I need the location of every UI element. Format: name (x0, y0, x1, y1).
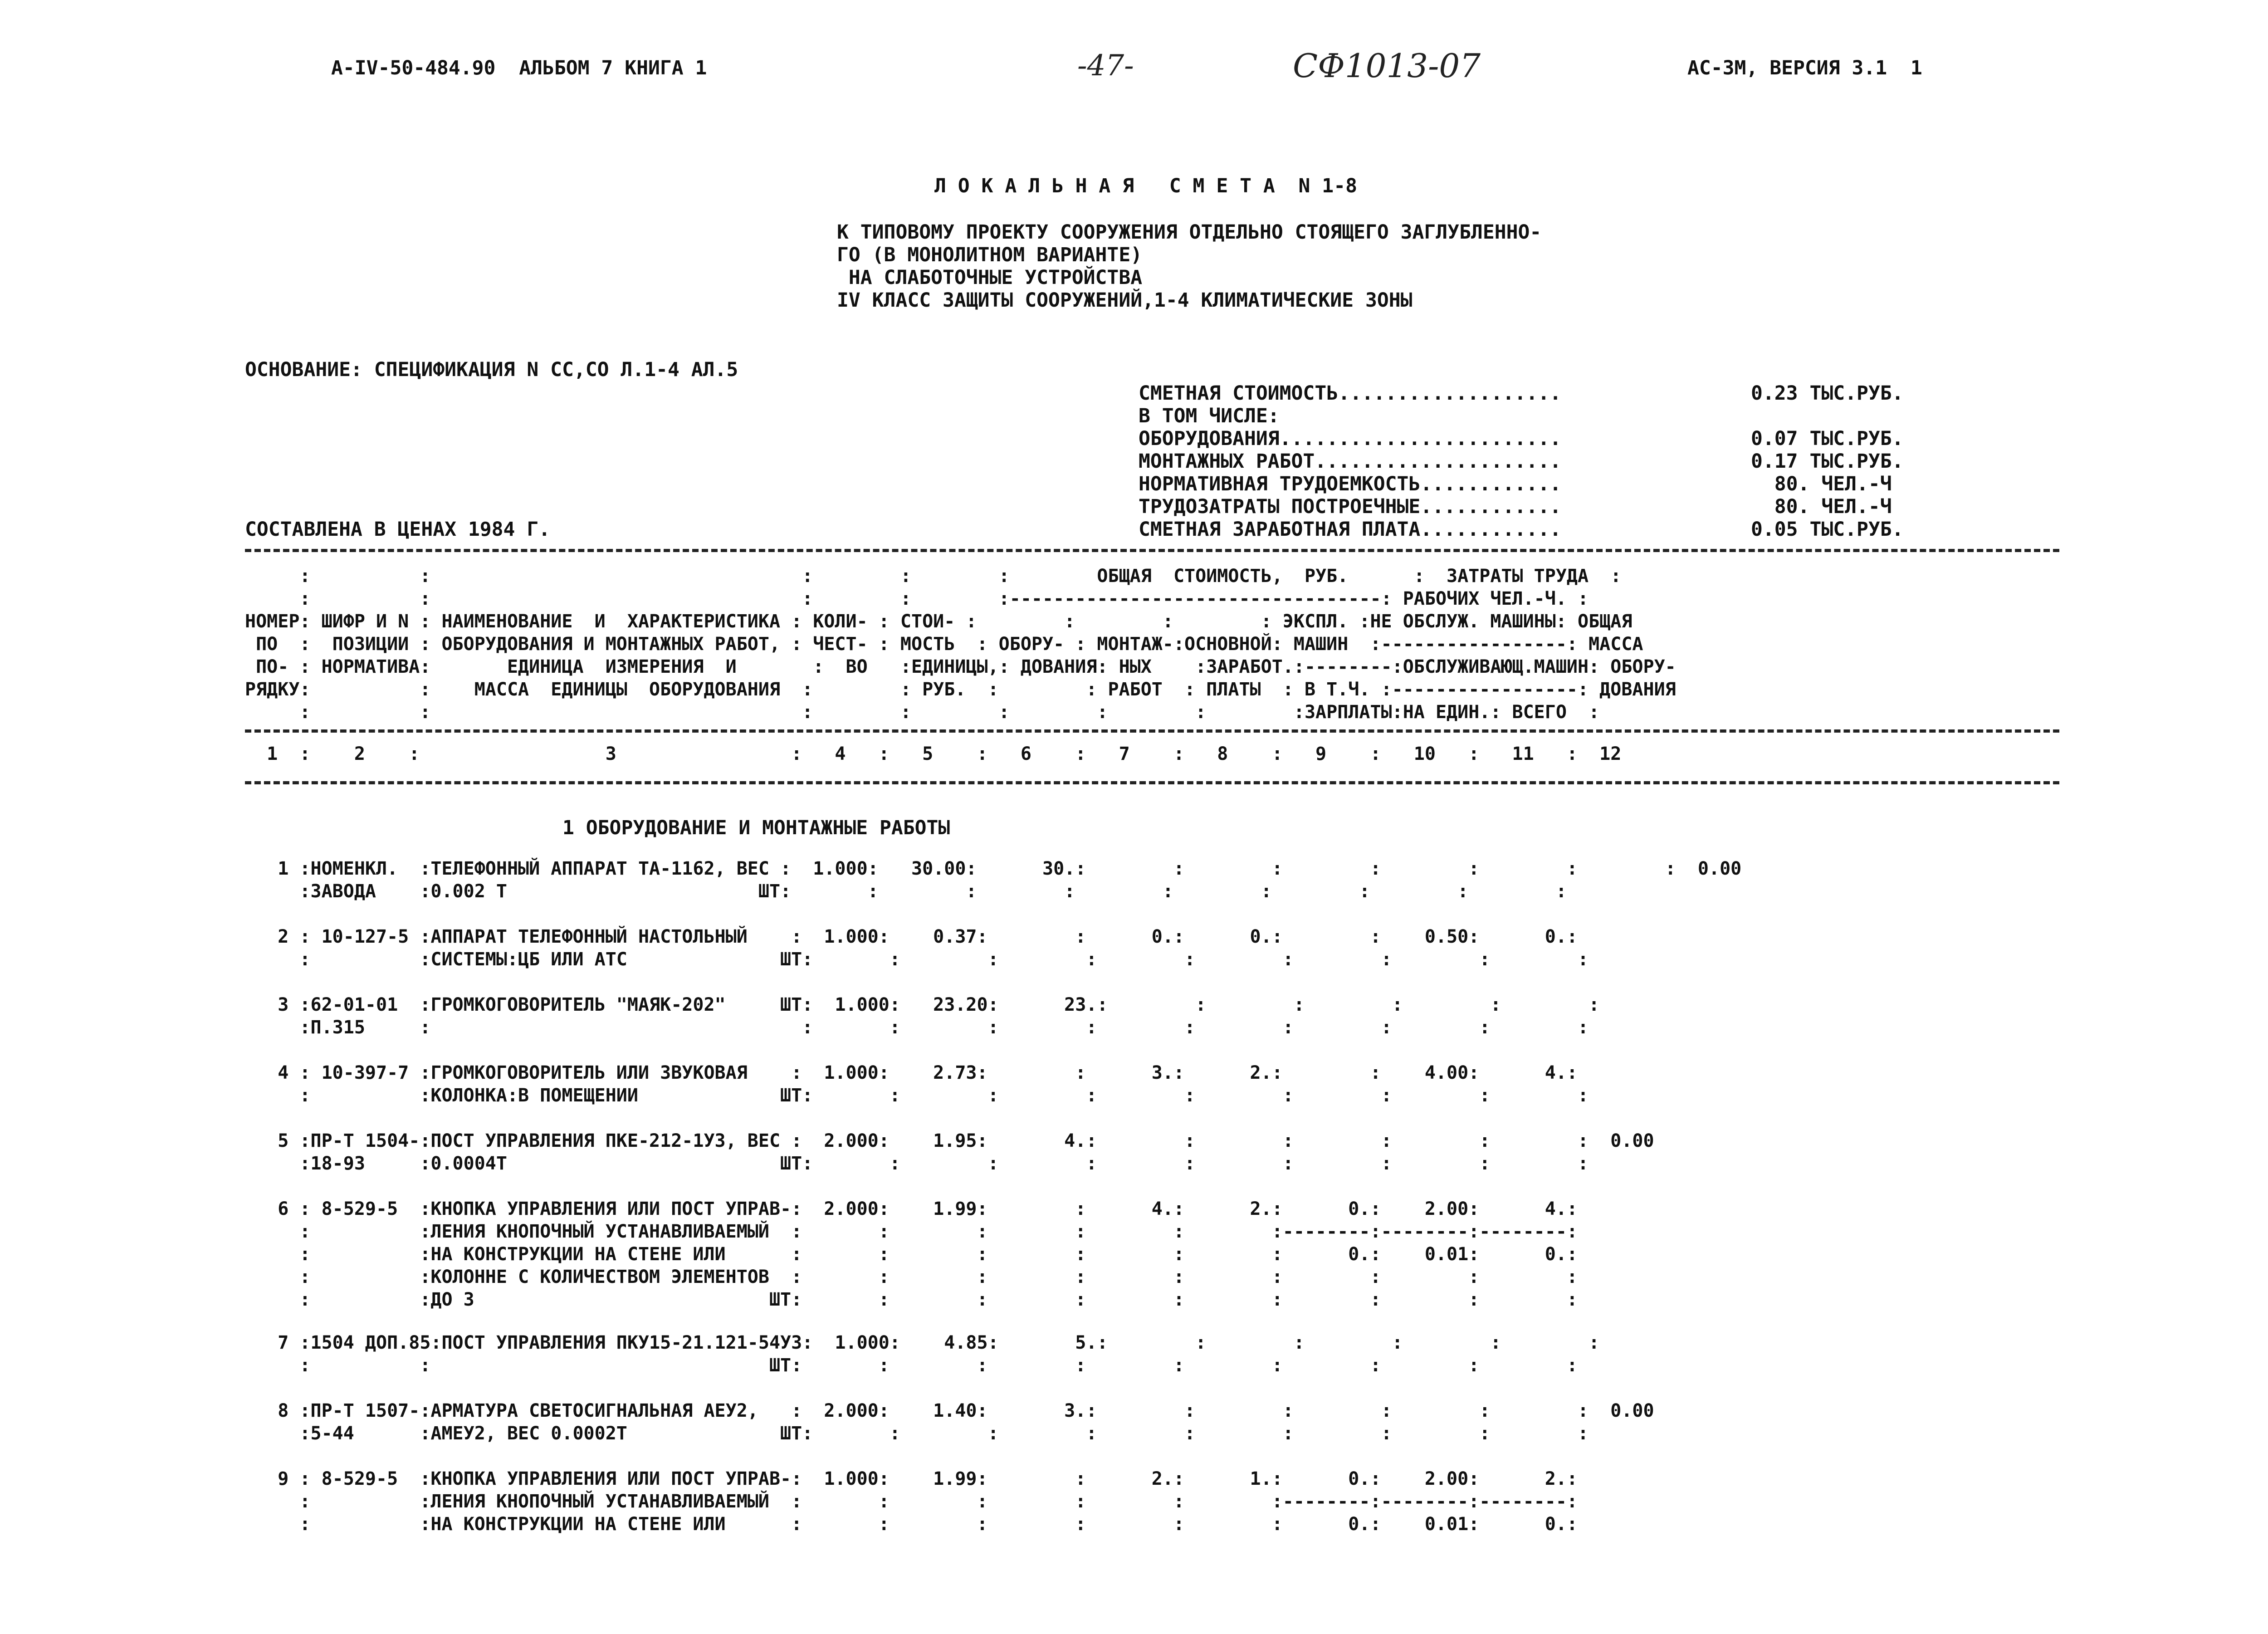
summary-label: НОРМАТИВНАЯ ТРУДОЕМКОСТЬ............ (1139, 473, 1561, 495)
summary-label: СМЕТНАЯ ЗАРАБОТНАЯ ПЛАТА............ (1139, 518, 1561, 541)
summary-value: 0.05 ТЫС.РУБ. (1751, 518, 1904, 541)
header-album: А-IV-50-484.90 АЛЬБОМ 7 КНИГА 1 (331, 57, 707, 79)
title-line-4: IV КЛАСС ЗАЩИТЫ СООРУЖЕНИЙ,1-4 КЛИМАТИЧЕСКИЕ ЗОНЫ (837, 289, 1413, 312)
section-title: 1 ОБОРУДОВАНИЕ И МОНТАЖНЫЕ РАБОТЫ (562, 817, 950, 839)
table-row-line: : :НА КОНСТРУКЦИИ НА СТЕНЕ ИЛИ : : : : : : 0.: 0.01: 0.: (245, 1514, 1578, 1535)
header-version: АС-3М, ВЕРСИЯ 3.1 1 (1687, 57, 1922, 79)
header-line: НОМЕР: ШИФР И N : НАИМЕНОВАНИЕ И ХАРАКТЕРИСТИКА : КОЛИ- : СТОИ- : : : : ЭКСПЛ. :НЕ ОБСЛУЖ. МАШИНЫ: ОБЩАЯ (245, 611, 1633, 632)
title-line-2: ГО (В МОНОЛИТНОМ ВАРИАНТЕ) (837, 244, 1143, 266)
header-line: : : : : : : : :ЗАРПЛАТЫ:НА ЕДИН.: ВСЕГО : (245, 702, 1600, 723)
table-row-line: 4 : 10-397-7 :ГРОМКОГОВОРИТЕЛЬ ИЛИ ЗВУКОВАЯ : 1.000: 2.73: : 3.: 2.: : 4.00: 4.: (245, 1062, 1578, 1083)
table-row-line: 8 :ПР-Т 1507-:АРМАТУРА СВЕТОСИГНАЛЬНАЯ АЕУ2, : 2.000: 1.40: 3.: : : : : : 0.00 (245, 1400, 1654, 1421)
table-rule (245, 729, 2059, 733)
title-line-1: К ТИПОВОМУ ПРОЕКТУ СООРУЖЕНИЯ ОТДЕЛЬНО СТОЯЩЕГО ЗАГЛУБЛЕННО- (837, 221, 1542, 244)
table-row-line: 6 : 8-529-5 :КНОПКА УПРАВЛЕНИЯ ИЛИ ПОСТ УПРАВ-: 2.000: 1.99: : 4.: 2.: 0.: 2.00: 4.: (245, 1199, 1578, 1219)
compiled-prices-line: СОСТАВЛЕНА В ЦЕНАХ 1984 Г. (245, 518, 551, 541)
table-row-line: : :СИСТЕМЫ:ЦБ ИЛИ АТС ШТ: : : : : : : : : (245, 949, 1589, 970)
title-line-3: НА СЛАБОТОЧНЫЕ УСТРОЙСТВА (837, 266, 1143, 289)
header-line: РЯДКУ: : МАССА ЕДИНИЦЫ ОБОРУДОВАНИЯ : : РУБ. : : РАБОТ : ПЛАТЫ : В Т.Ч. :-----------------: ДОВАНИЯ (245, 679, 1676, 700)
table-rule (245, 781, 2059, 784)
document-code: СФ1013-07 (1293, 47, 1481, 85)
table-row-line: 2 : 10-127-5 :АППАРАТ ТЕЛЕФОННЫЙ НАСТОЛЬНЫЙ : 1.000: 0.37: : 0.: 0.: : 0.50: 0.: (245, 926, 1578, 947)
table-rule (245, 549, 2059, 552)
header-line: ПО- : НОРМАТИВА: ЕДИНИЦА ИЗМЕРЕНИЯ И : ВО :ЕДИНИЦЫ,: ДОВАНИЯ: НЫХ :ЗАРАБОТ.:--------:ОБСЛУЖИВАЮЩ.МАШИН: ОБОРУ- (245, 656, 1676, 677)
table-row-line: : :ЛЕНИЯ КНОПОЧНЫЙ УСТАНАВЛИВАЕМЫЙ : : : : : :--------:--------:--------: (245, 1221, 1578, 1242)
table-row-line: : :НА КОНСТРУКЦИИ НА СТЕНЕ ИЛИ : : : : : : 0.: 0.01: 0.: (245, 1244, 1578, 1265)
table-row-line: : : ШТ: : : : : : : : : (245, 1355, 1578, 1376)
summary-label: ТРУДОЗАТРАТЫ ПОСТРОЕЧНЫЕ............ (1139, 495, 1561, 518)
table-row-line: :18-93 :0.0004Т ШТ: : : : : : : : : (245, 1153, 1589, 1174)
summary-label: СМЕТНАЯ СТОИМОСТЬ................... (1139, 382, 1561, 405)
table-row-line: 3 :62-01-01 :ГРОМКОГОВОРИТЕЛЬ "МАЯК-202" ШТ: 1.000: 23.20: 23.: : : : : : (245, 994, 1600, 1015)
summary-value: 0.17 ТЫС.РУБ. (1751, 450, 1904, 473)
page-number: -47- (1077, 49, 1134, 83)
table-row-line: : :ЛЕНИЯ КНОПОЧНЫЙ УСТАНАВЛИВАЕМЫЙ : : : : : :--------:--------:--------: (245, 1491, 1578, 1512)
column-numbers: 1 : 2 : 3 : 4 : 5 : 6 : 7 : 8 : 9 : 10 : 11 : 12 (245, 744, 1622, 764)
basis-line: ОСНОВАНИЕ: СПЕЦИФИКАЦИЯ N СС,СО Л.1-4 АЛ.5 (245, 358, 738, 381)
summary-label: ОБОРУДОВАНИЯ........................ (1139, 427, 1561, 450)
header-line: ПО : ПОЗИЦИИ : ОБОРУДОВАНИЯ И МОНТАЖНЫХ РАБОТ, : ЧЕСТ- : МОСТЬ : ОБОРУ- : МОНТАЖ-:ОСНОВНОЙ: МАШИН :-----------------: МАССА (245, 634, 1643, 655)
table-row-line: 5 :ПР-Т 1504-:ПОСТ УПРАВЛЕНИЯ ПКЕ-212-1У3, ВЕС : 2.000: 1.95: 4.: : : : : : 0.00 (245, 1130, 1654, 1151)
summary-value: 0.07 ТЫС.РУБ. (1751, 427, 1904, 450)
summary-label: МОНТАЖНЫХ РАБОТ..................... (1139, 450, 1561, 473)
table-row-line: 7 :1504 ДОП.85:ПОСТ УПРАВЛЕНИЯ ПКУ15-21.121-54У3: 1.000: 4.85: 5.: : : : : : (245, 1332, 1600, 1353)
summary-value: 80. ЧЕЛ.-Ч (1751, 495, 1892, 518)
table-row-line: :ЗАВОДА :0.002 Т ШТ: : : : : : : : : (245, 881, 1567, 902)
summary-label: В ТОМ ЧИСЛЕ: (1139, 405, 1280, 427)
summary-value: 80. ЧЕЛ.-Ч (1751, 473, 1892, 495)
table-row-line: : :КОЛОННЕ С КОЛИЧЕСТВОМ ЭЛЕМЕНТОВ : : : : : : : : : (245, 1267, 1578, 1287)
page-title: Л О К А Л Ь Н А Я С М Е Т А N 1-8 (934, 175, 1357, 197)
header-line: : : : : :----------------------------------: РАБОЧИХ ЧЕЛ.-Ч. : (245, 588, 1589, 609)
table-row-line: : :ДО 3 ШТ: : : : : : : : : (245, 1289, 1578, 1310)
table-row-line: 1 :НОМЕНКЛ. :ТЕЛЕФОННЫЙ АППАРАТ ТА-1162, ВЕС : 1.000: 30.00: 30.: : : : : : : 0.00 (245, 858, 1742, 879)
header-line: : : : : : ОБЩАЯ СТОИМОСТЬ, РУБ. : ЗАТРАТЫ ТРУДА : (245, 566, 1622, 587)
table-row-line: : :КОЛОНКА:В ПОМЕЩЕНИИ ШТ: : : : : : : : : (245, 1085, 1589, 1106)
table-row-line: :5-44 :АМЕУ2, ВЕС 0.0002Т ШТ: : : : : : : : : (245, 1423, 1589, 1444)
table-row-line: 9 : 8-529-5 :КНОПКА УПРАВЛЕНИЯ ИЛИ ПОСТ УПРАВ-: 1.000: 1.99: : 2.: 1.: 0.: 2.00: 2.: (245, 1468, 1578, 1489)
table-row-line: :П.315 : : : : : : : : : : (245, 1017, 1589, 1038)
summary-value: 0.23 ТЫС.РУБ. (1751, 382, 1904, 405)
